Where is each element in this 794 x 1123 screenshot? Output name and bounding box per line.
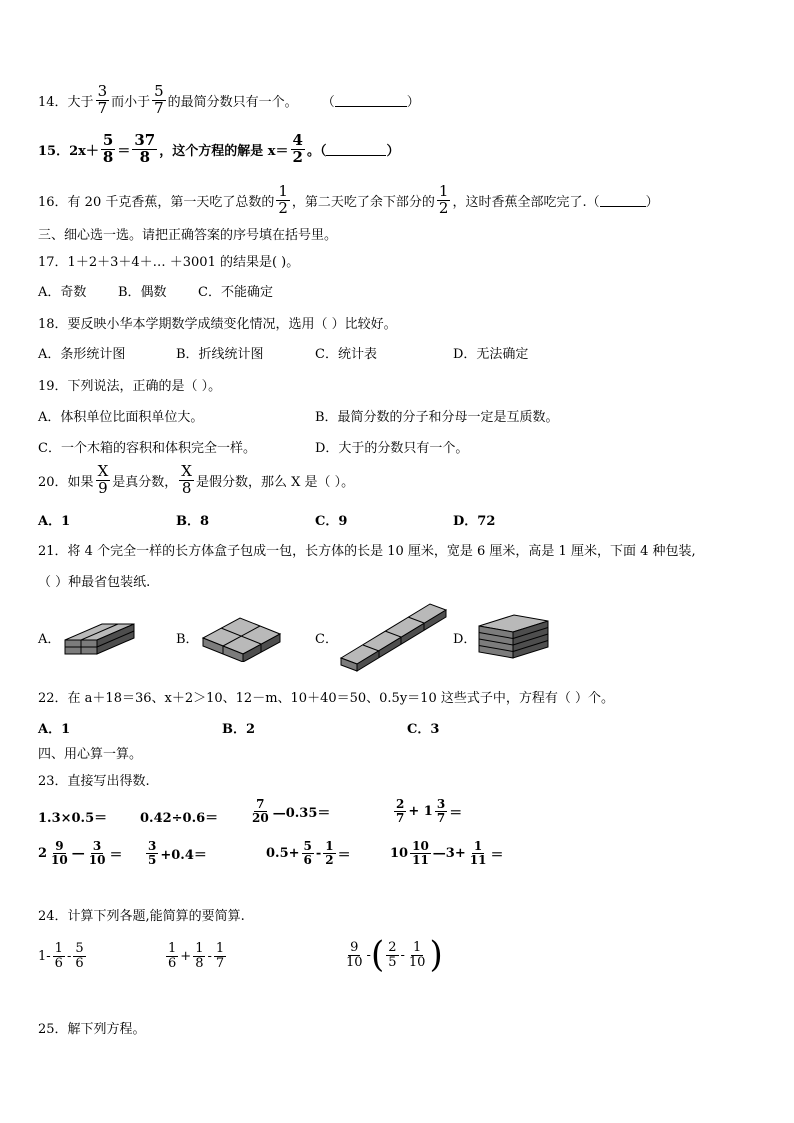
q23-item-6: $\frac{3}{5}$ +0.4＝ (148, 839, 207, 867)
question-number: 20． (38, 474, 68, 490)
text: 。（ (306, 143, 327, 159)
package-c-image (338, 600, 450, 672)
text: 是假分数，那么 X 是（ ）。 (195, 474, 355, 490)
question-19: 19．下列说法，正确的是（ ）。 (38, 379, 222, 394)
q23-item-3: $\frac{7}{20}$ —0.35＝ (252, 797, 331, 825)
question-21-line-1: 21．将 4 个完全一样的长方体盒子包成一包，长方体的长是 10 厘米，宽是 6 厘米，高是 1 厘米，下面 4 种包装, (38, 544, 696, 559)
q21-option-c[interactable]: C． (315, 632, 338, 647)
question-20 (38, 464, 354, 497)
fraction: $\frac{4}{2}$ (292, 131, 303, 166)
q19-option-b[interactable]: B．最简分数的分子和分母一定是互质数。 (315, 410, 559, 425)
text: ，第二天吃了余下部分的 (291, 194, 435, 210)
q23-item-7: 0.5+ $\frac{5}{6}$ - $\frac{1}{2}$ ＝ (266, 839, 351, 867)
answer-blank[interactable] (335, 94, 407, 107)
q22-option-b[interactable]: B．2 (222, 722, 256, 737)
paren: （ (321, 94, 335, 110)
q23-item-2: 0.42÷0.6＝ (140, 811, 219, 826)
q21-option-b[interactable]: B． (176, 632, 199, 647)
q20-option-d[interactable]: D．72 (453, 514, 496, 529)
question-number: 14． (38, 94, 68, 110)
fraction: $\frac{37}{8}$ (134, 131, 156, 166)
question-15 (38, 133, 399, 166)
q23-item-5: 2 $\frac{9}{10}$ — $\frac{3}{10}$ ＝ (38, 839, 123, 867)
question-25-title: 25．解下列方程。 (38, 1022, 146, 1037)
q20-option-c[interactable]: C．9 (315, 514, 348, 529)
q23-item-1: 1.3×0.5＝ (38, 811, 108, 826)
q17-option-c[interactable]: C．不能确定 (198, 285, 273, 300)
package-b-image (200, 608, 284, 662)
package-a-image (62, 610, 136, 660)
question-22: 22．在 a＋18＝36、x＋2＞10、12－m、10＋40＝50、0.5y＝10 这些式子中，方程有（ ）个。 (38, 691, 614, 706)
question-number: 15． (38, 143, 70, 159)
fraction: $\frac{5}{8}$ (102, 131, 114, 166)
question-23-title: 23．直接写出得数. (38, 774, 150, 789)
question-21-line-2: （ ）种最省包装纸. (38, 575, 151, 590)
text: ＝ (117, 143, 131, 159)
question-24-title: 24．计算下列各题,能简算的要简算. (38, 909, 245, 924)
section-3-heading: 三、细心选一选。请把正确答案的序号填在括号里。 (38, 228, 338, 243)
q17-option-a[interactable]: A．奇数 (38, 285, 87, 300)
text: 如果 (67, 474, 94, 490)
fraction: $\frac{X}{9}$ (97, 462, 109, 497)
q20-option-b[interactable]: B．8 (176, 514, 210, 529)
q22-option-c[interactable]: C．3 (407, 722, 440, 737)
q21-option-a[interactable]: A． (38, 632, 61, 647)
q18-option-b[interactable]: B．折线统计图 (176, 347, 264, 362)
q24-expr-3: $\frac{9}{10}$ - ( $\frac{2}{5}$ - $\frac{1}{10}$ ) (346, 934, 443, 976)
q18-option-a[interactable]: A．条形统计图 (38, 347, 126, 362)
fraction: $\frac{3}{7}$ (97, 82, 108, 117)
q22-option-a[interactable]: A．1 (38, 722, 71, 737)
text: ，这时香蕉全部吃完了.（ (452, 194, 600, 210)
q24-expr-2: $\frac{1}{6}$ + $\frac{1}{8}$ - $\frac{1}{7}$ (168, 941, 225, 971)
paren: ） (645, 194, 659, 210)
fraction: $\frac{1}{2}$ (278, 182, 288, 217)
question-14 (38, 84, 420, 117)
text: 是真分数， (112, 474, 178, 490)
package-d-image (476, 612, 552, 662)
question-17: 17．1＋2＋3＋4＋… ＋3001 的结果是( )。 (38, 255, 300, 270)
section-4-heading: 四、用心算一算。 (38, 747, 143, 762)
q19-option-c[interactable]: C．一个木箱的容积和体积完全一样。 (38, 441, 256, 456)
text: 的最简分数只有一个。 (167, 94, 298, 110)
q17-option-b[interactable]: B．偶数 (118, 285, 167, 300)
paren: ） (386, 143, 400, 159)
text: ，这个方程的解是 x＝ (159, 143, 289, 159)
q21-option-d[interactable]: D． (453, 632, 477, 647)
text: 大于 (67, 94, 94, 110)
fraction: $\frac{5}{7}$ (154, 82, 164, 117)
answer-blank[interactable] (600, 194, 646, 207)
paren: ） (406, 94, 420, 110)
fraction: $\frac{X}{8}$ (181, 462, 192, 497)
q24-expr-1: 1- $\frac{1}{6}$ - $\frac{5}{6}$ (38, 941, 84, 971)
question-16 (38, 184, 659, 217)
q23-item-4: $\frac{2}{7}$ + 1 $\frac{3}{7}$ ＝ (396, 797, 463, 825)
q19-option-d[interactable]: D．大于的分数只有一个。 (315, 441, 469, 456)
q23-item-8: 10 $\frac{10}{11}$ —3+ $\frac{1}{11}$ ＝ (390, 839, 504, 867)
text: 有 20 千克香蕉，第一天吃了总数的 (67, 194, 275, 210)
q19-option-a[interactable]: A．体积单位比面积单位大。 (38, 410, 204, 425)
q20-option-a[interactable]: A．1 (38, 514, 71, 529)
q18-option-c[interactable]: C．统计表 (315, 347, 377, 362)
fraction: $\frac{1}{2}$ (438, 182, 449, 217)
text: 而小于 (111, 94, 151, 110)
answer-blank[interactable] (326, 143, 386, 156)
text: 2x＋ (69, 143, 99, 159)
question-18: 18．要反映小华本学期数学成绩变化情况，选用（ ）比较好。 (38, 317, 397, 332)
question-number: 16． (38, 194, 68, 210)
q18-option-d[interactable]: D．无法确定 (453, 347, 529, 362)
